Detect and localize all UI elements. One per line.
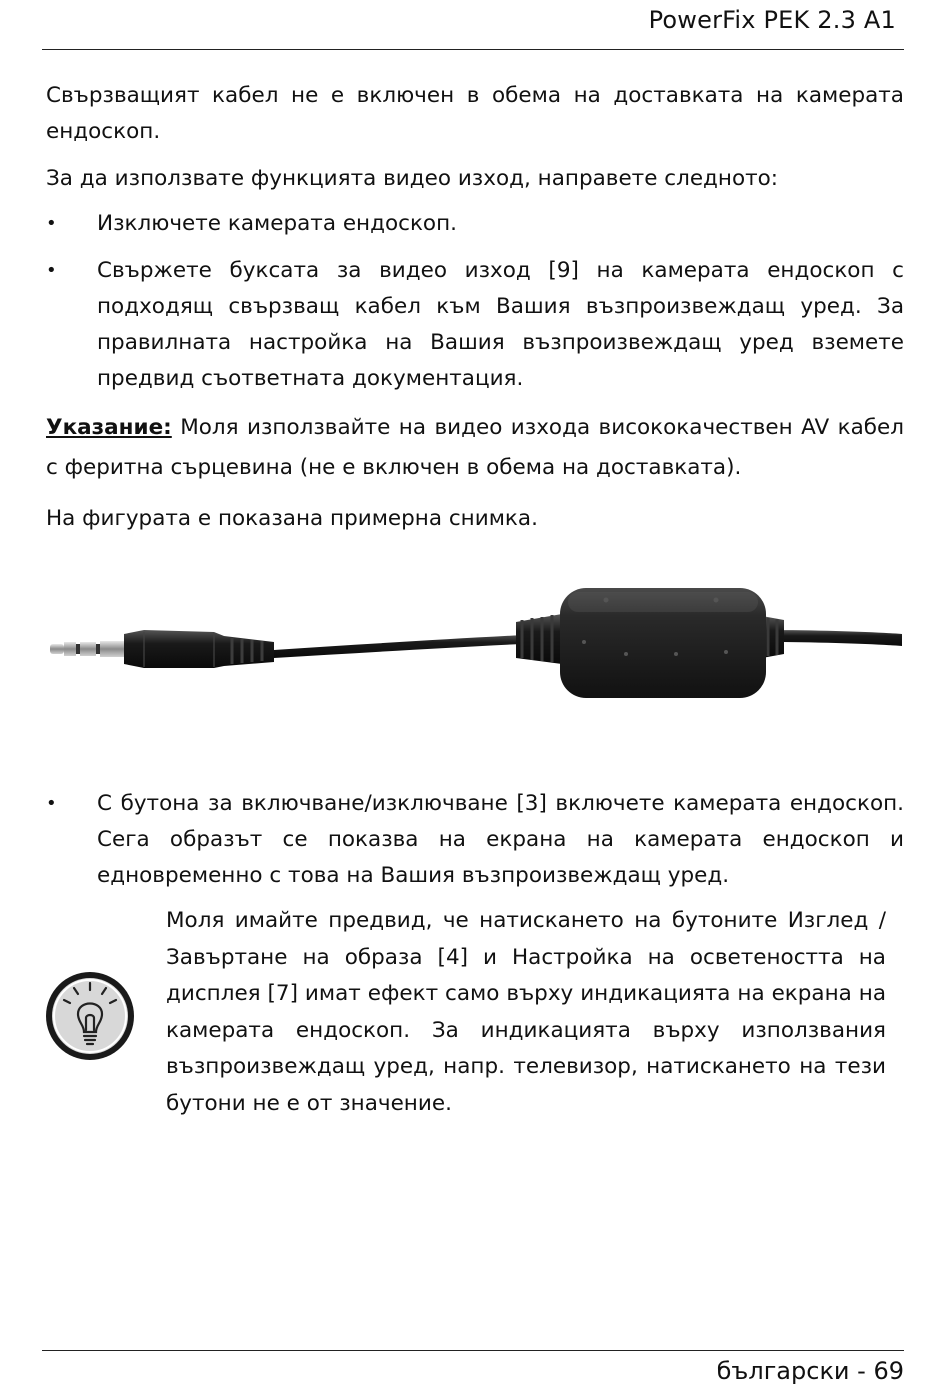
list-item-text: Свържете буксата за видео изход [9] на камерата ендоскоп с подходящ свързващ кабел към Вашия възпроизвеждащ уред. За правилната настройка на Вашия възпроизвеждащ уред вземете предвид съответната документация. [97, 258, 904, 391]
list-item-text: С бутона за включване/изключване [3] включете камерата ендоскоп. Сега образът се показва на екрана на камерата ендоскоп и едновременно с това на Вашия възпроизвеждащ уред. [97, 791, 904, 888]
note-text: Моля използвайте на видео изхода висококачествен AV кабел с феритна сърцевина (не е включен в обема на доставката). [46, 415, 904, 480]
note-paragraph [46, 408, 904, 488]
paragraph-cable-not-included: Свързващият кабел не е включен в обема на доставката на камерата ендоскоп. [46, 83, 904, 144]
note-label: Указание: [46, 415, 172, 440]
list-item-text: Изключете камерата ендоскоп. [97, 211, 457, 236]
bullet-icon: • [46, 793, 57, 814]
bullet-icon: • [46, 213, 57, 234]
lightbulb-icon [44, 970, 136, 1062]
page-number: български - 69 [716, 1357, 904, 1385]
tip-text: Моля имайте предвид, че натискането на бутоните Изглед / Завъртане на образа [4] и Настройка на осветеността на дисплея [7] имат ефект само върху индикацията на екрана на камерата ендоскоп. За индикацията върху използвания възпроизвеждащ уред, напр. телевизор, натискането на тези бутони не е от значение. [166, 908, 886, 1116]
bullet-icon: • [46, 260, 57, 281]
header-title: PowerFix PEK 2.3 A1 [648, 6, 896, 34]
list-item [46, 206, 904, 242]
page-header [42, 0, 904, 50]
list-item [46, 253, 904, 397]
list-item [46, 786, 904, 894]
page-footer-rule [42, 1350, 904, 1351]
av-cable-photo [44, 572, 902, 712]
figure-caption: На фигурата е показана примерна снимка. [46, 506, 538, 531]
paragraph-intro: За да използвате функцията видео изход, направете следното: [46, 166, 779, 191]
